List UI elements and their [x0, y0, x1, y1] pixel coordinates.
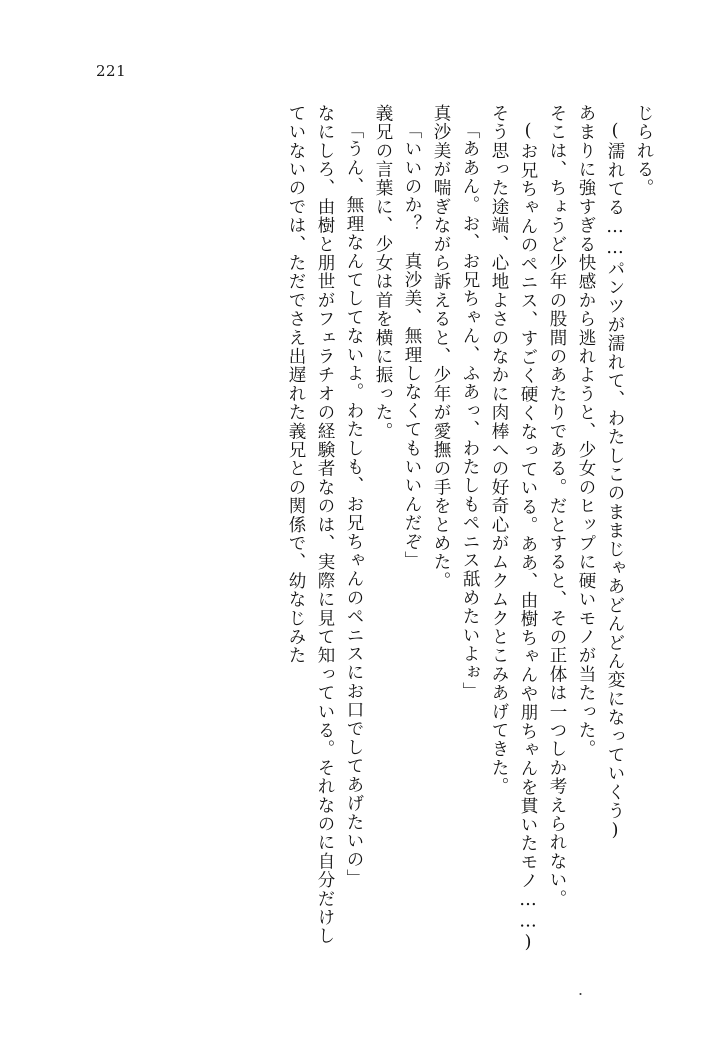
- page-number: 221: [96, 62, 127, 80]
- paragraph: (お兄ちゃんのペニス、すごく硬くなっている。ああ、由樹ちゃんや朋ちゃんを貫いたモノ……): [518, 121, 538, 954]
- paragraph: 「ああん。お、お兄ちゃん、ふあっ、わたしもペニス舐めたいよぉ」: [460, 121, 480, 701]
- paragraph: そこは、ちょうど少年の股間のあたりである。だとすると、その正体は一つしか考えられない。: [547, 104, 567, 909]
- paragraph: 真沙美が喘ぎながら訴えると、少年が愛撫の手をとめた。: [431, 104, 451, 591]
- paragraph: 義兄の言葉に、少女は首を横に振った。: [373, 104, 393, 441]
- paragraph: あまりに強すぎる快感から逃れようと、少女のヒップに硬いモノが当たった。: [576, 104, 596, 759]
- paragraph: 「いいのか？ 真沙美、無理しなくてもいいんだぞ」: [402, 121, 422, 570]
- paragraph: じられる。: [634, 104, 654, 198]
- paragraph: そう思った途端、心地よさのなかに肉棒への好奇心がムクムクとこみあげてきた。: [489, 104, 509, 796]
- footer-mark: ・: [575, 988, 586, 1001]
- paragraph: なにしろ、由樹と朋世がフェラチオの経験者なのは、実際に見て知っている。それなのに自分だけしていないのでは、ただでさえ出遅れた義兄との関係で、幼なじみた: [286, 104, 335, 946]
- paragraph: (濡れてる……パンツが濡れて、わたしこのままじゃあどんどん変になっていくう): [605, 121, 625, 842]
- body-text-block: [58, 104, 658, 964]
- paragraph: 「うん、無理なんてしてないよ。わたしも、お兄ちゃんのペニスにお口でしてあげたいの」: [344, 121, 364, 888]
